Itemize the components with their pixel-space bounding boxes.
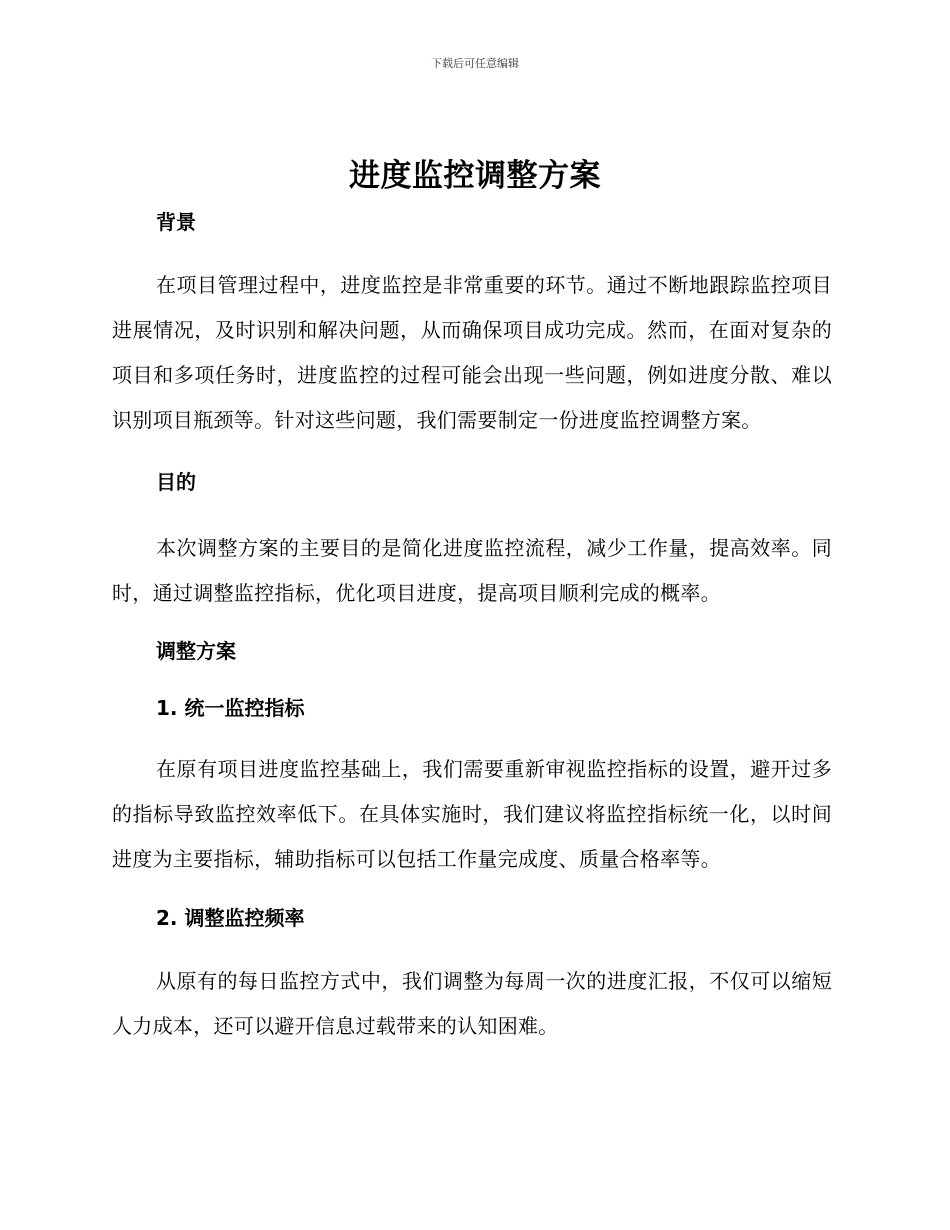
section-heading-plan: 调整方案	[156, 639, 236, 663]
subheading-adjust-frequency: 2. 调整监控频率	[156, 906, 305, 930]
header-note: 下载后可任意编辑	[431, 57, 519, 70]
section-heading-background: 背景	[156, 210, 196, 234]
paragraph-adjust-frequency: 从原有的每日监控方式中，我们调整为每周一次的进度汇报，不仅可以缩短人力成本，还可以避开信息过载带来的认知困难。	[112, 969, 832, 1038]
document-body	[112, 206, 832, 1049]
paragraph-goal: 本次调整方案的主要目的是简化进度监控流程，减少工作量，提高效率。同时，通过调整监控指标，优化项目进度，提高项目顺利完成的概率。	[112, 536, 832, 605]
paragraph-unify-indicators: 在原有项目进度监控基础上，我们需要重新审视监控指标的设置，避开过多的指标导致监控效率低下。在具体实施时，我们建议将监控指标统一化，以时间进度为主要指标，辅助指标可以包括工作量完成度、质量合格率等。	[112, 757, 832, 871]
paragraph-background: 在项目管理过程中，进度监控是非常重要的环节。通过不断地跟踪监控项目进展情况，及时识别和解决问题，从而确保项目成功完成。然而，在面对复杂的项目和多项任务时，进度监控的过程可能会出现一些问题，例如进度分散、难以识别项目瓶颈等。针对这些问题，我们需要制定一份进度监控调整方案。	[112, 273, 832, 432]
document-title: 进度监控调整方案	[349, 158, 601, 194]
section-heading-goal: 目的	[156, 470, 196, 494]
subheading-unify-indicators: 1. 统一监控指标	[156, 696, 305, 720]
